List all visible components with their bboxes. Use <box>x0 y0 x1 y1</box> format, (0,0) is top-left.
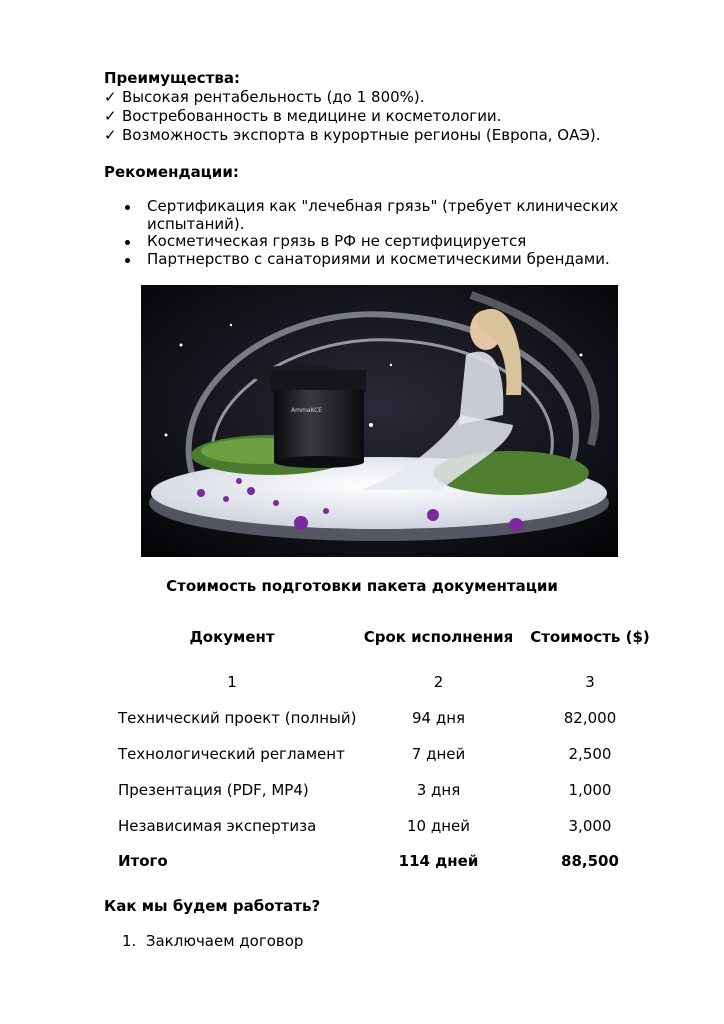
check-mark-icon: ✓ <box>104 88 117 106</box>
bullet-icon <box>125 240 130 245</box>
list-item: Сертификация как "лечебная грязь" (требует клинических испытаний). <box>122 198 622 233</box>
product-illustration <box>141 285 618 557</box>
recommendations-list <box>122 198 622 268</box>
bullet-icon <box>125 205 130 210</box>
table-cell-cost: 1,000 <box>568 781 612 799</box>
recommendations-heading: Рекомендации: <box>104 163 239 181</box>
table-cell-cost: 3,000 <box>568 817 612 835</box>
table-cell-cost: 2,500 <box>568 745 612 763</box>
table-total-label: Итого <box>118 852 168 870</box>
column-header: Стоимость ($) <box>530 628 650 646</box>
table-cell-duration: 3 дня <box>416 781 461 799</box>
check-mark-icon: ✓ <box>104 126 117 144</box>
table-cell-duration: 10 дней <box>406 817 470 835</box>
column-header: Срок исполнения <box>363 628 514 646</box>
process-heading: Как мы будем работать? <box>104 897 321 915</box>
advantage-item: ✓ Возможность экспорта в курортные регионы (Европа, ОАЭ). <box>104 126 601 144</box>
column-number: 1 <box>227 673 237 691</box>
table-cell-document: Презентация (PDF, MP4) <box>118 781 309 799</box>
jar-label: AmmaKCE <box>291 407 323 414</box>
table-total-cost: 88,500 <box>561 852 619 870</box>
check-mark-icon: ✓ <box>104 107 117 125</box>
column-header: Документ <box>189 628 275 646</box>
table-cell-duration: 7 дней <box>411 745 466 763</box>
step-number: 1. <box>122 932 137 950</box>
bullet-icon <box>125 258 130 263</box>
table-cell-document: Технический проект (полный) <box>118 709 357 727</box>
table-cell-document: Технологический регламент <box>118 745 345 763</box>
table-title: Стоимость подготовки пакета документации <box>166 577 558 595</box>
list-item: Косметическая грязь в РФ не сертифицируется <box>122 233 622 251</box>
table-cell-document: Независимая экспертиза <box>118 817 317 835</box>
table-cell-cost: 82,000 <box>563 709 617 727</box>
process-step: 1. Заключаем договор <box>122 932 304 950</box>
advantage-item: ✓ Востребованность в медицине и косметологии. <box>104 107 502 125</box>
table-cell-duration: 94 дня <box>411 709 466 727</box>
column-number: 2 <box>433 673 444 691</box>
table-total-duration: 114 дней <box>398 852 479 870</box>
advantage-item: ✓ Высокая рентабельность (до 1 800%). <box>104 88 425 106</box>
column-number: 3 <box>585 673 595 691</box>
advantages-heading: Преимущества: <box>104 69 240 87</box>
list-item: Партнерство с санаториями и косметическими брендами. <box>122 251 622 269</box>
